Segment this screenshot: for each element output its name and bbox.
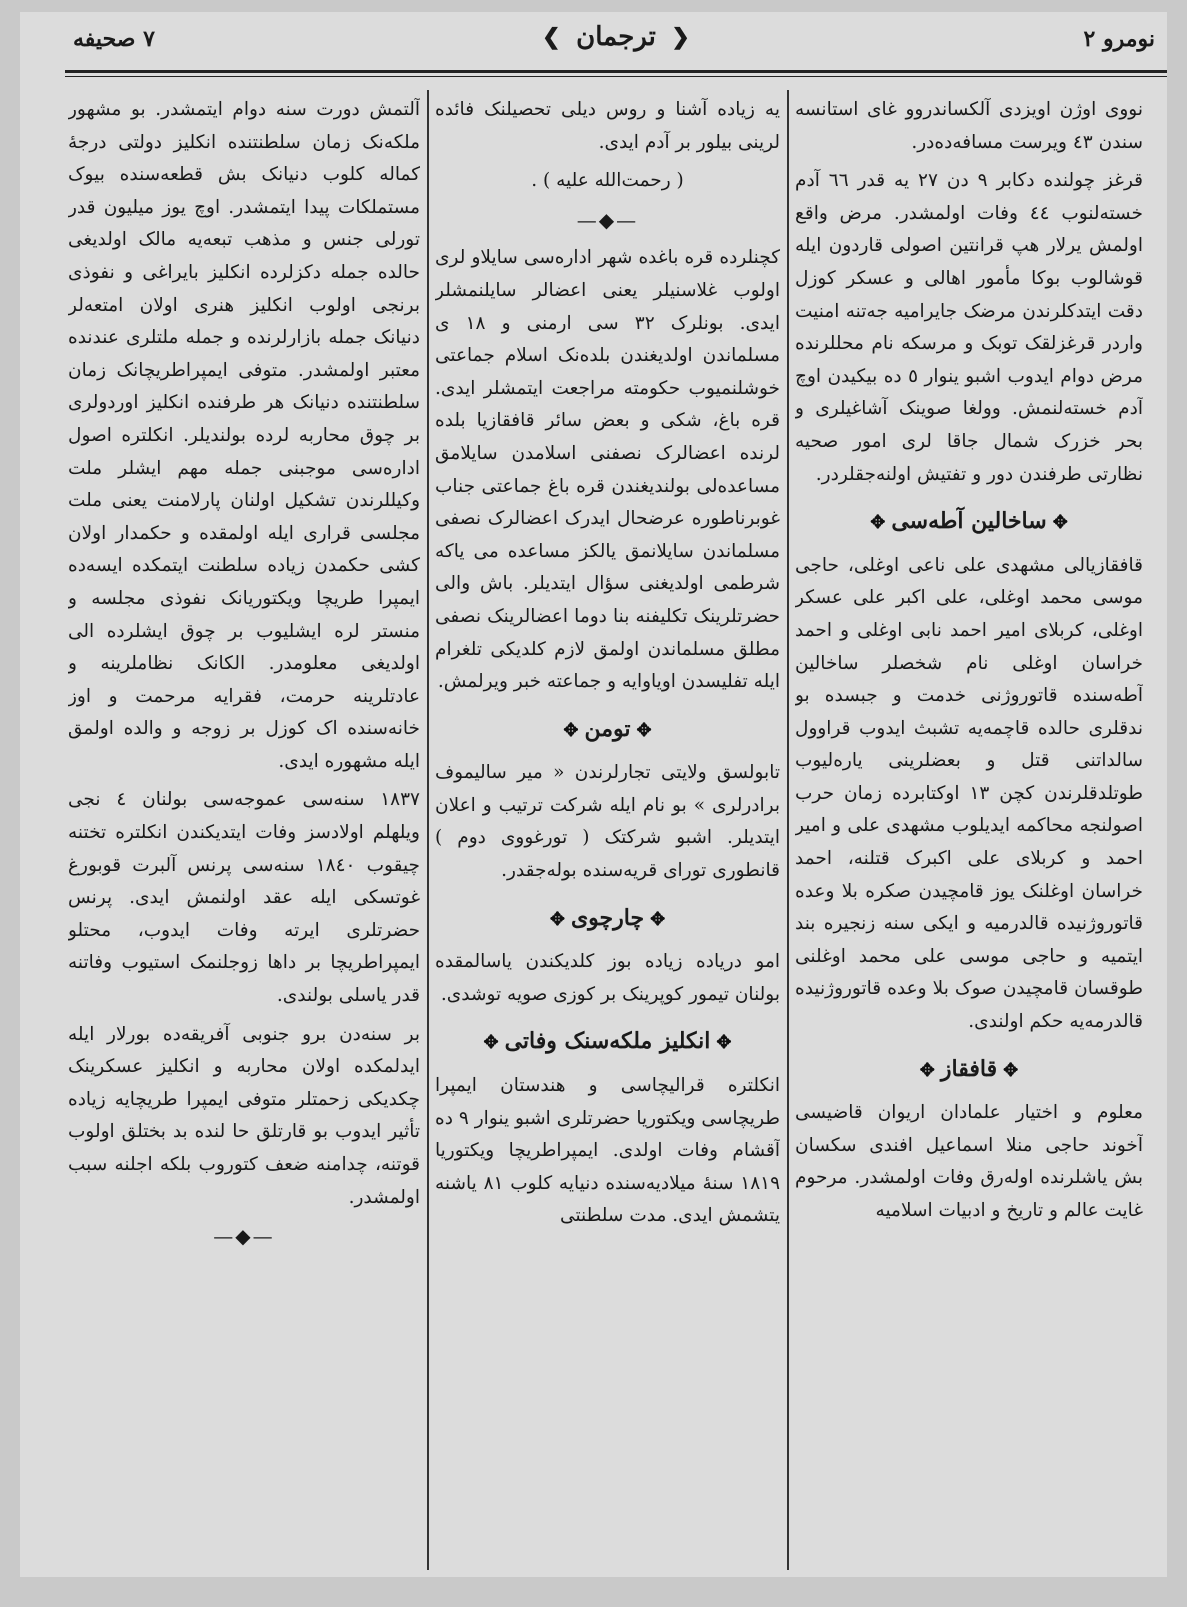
column-left [68,94,420,1564]
paragraph: قافقازیالی مشهدی علی ناعی اوغلی، حاجی موسی محمد اوغلی، علی اکبر علی عسکر اوغلی، کربلای امیر احمد نابی اوغلی و احمد خراسان اوغلی نام شخصلر ساخالین آطه‌سنده قاتوروژنی خدمت و جبسده بو ندقلری حالده قاچمه‌یه تشبث ایدوب قراوول سالداتنی قتل و بعضلرینی یاره‌لیوب طوتلدقلرندن کچن ١٣ اوکتابرده زمان حرب اصولنجه محاکمه ایدیلوب مشهدی علی و امیر احمد و کربلای علی اکبرک قتلنه، احمد خراسان اوغلنک یوز قامچیدن صکره بلا وعده قاتوروژنیده قالدرمیه و ایکی سنه زنجیره بند ایتمیه و حاجی موسی علی محمد اوغلنی طوقسان قامچیدن صوک بلا وعده قاتوروژنیده قالدرمه‌یه حکم اولندی. [795,554,1143,1033]
newspaper-title: ❮ ترجمان ❯ [542,22,690,52]
paragraph: آلتمش دورت سنه دوام ایتمشدر. بو مشهور ملکه‌نک زمان سلطنتنده انکلیز دولتی درجهٔ کماله کلوب دنیانک بش قطعه‌سنده بیوک مستملکات پیدا ایتمشدر. اوچ یوز میلیون قدر تورلی جنس و مذهب تبعه‌یه مالک اولدیغی حالده جمله دکزلرده انکلیز بایراغی و نفوذی برنجی اولوب انکلیز هنری اولان امتعه‌لر دنیانک جمله بازارلرنده و جمله ملتلری عندنده معتبر اولمشدر. متوفی ایمپراطریچانک زمان سلطنتنده دنیانک هر طرفنده انکلیز اوردولری بر چوق محاربه لرده بولندیلر. انکلتره اصول اداره‌سی موجبنی جمله مهم ایشلر ملت وکیللرندن تشکیل اولنان پارلامنت یعنی ملت مجلسی قراری ایله اولمقده و حکمدار اولان کشی حکمدن زیاده سلطنت ایتمکده ایسه‌ده ایمپرا طریچا ویکتوریانک نفوذی مجلسه و منستر لره ایشلیوب بر چوق ایشلرده الی اولدیغی معلومدر. الکانک نظاملرینه و عادتلرینه حرمت، فقرایه مرحمت و اوز خانه‌سنده اک کوزل بر زوجه و والده اولمق ایله مشهوره ایدی. [68,99,420,772]
issue-number: نومرو ٢ [1083,26,1155,52]
paragraph: معلوم و اختیار علمادان اریوان قاضیسی آخوند حاجی منلا اسماعیل افندی سکسان بش یاشلرنده اوله‌رق وفات اولمشدر. مرحوم غایت عالم و تاریخ و ادبیات اسلامیه [795,1102,1143,1221]
paragraph: قرغز چولنده دکابر ٩ دن ٢٧ یه قدر ٦٦ آدم خسته‌لنوب ٤٤ وفات اولمشدر. مرض واقع اولمش یرلار هپ قرانتین اصولی قاردون ایله قوشالوب بوکا مأمور اهالی و عسکر کوزل دقت ایتدکلرندن مرضک جایرامیه جه‌تنه امنیت واردر قرغزلقک توبک و مرسکه نام محللرنده مرض دوام ایدوب اشبو ینوار ٥ ده بیکیدن اوچ آدم خسته‌لنمش. وولغا صوینک آشاغیلری و بحر خزرک شمال جاقا لری امور صحیه نظارتی طرفندن دور و تفتیش اولنه‌جقلردر. [795,170,1143,485]
ornament-icon: ✥ [549,908,565,930]
paragraph: نووی اوژن اویزدی آلکساندروو غای استانسه سندن ٤٣ ویرست مسافه‌ده‌در. [795,99,1143,153]
ornament-icon: ✥ [1052,512,1068,534]
paragraph: تابولسق ولایتی تجارلرندن « میر سالیموف برادرلری » بو نام ایله شرکت ترتیب و اعلان ایتدیلر. اشبو شرکتک ( تورغووی دوم ) قانطوری تورای قریه‌سنده بوله‌جقدر. [435,762,780,882]
paragraph: بر سنه‌دن برو جنوبی آفریقه‌ده بورلار ایله ایدلمکده اولان محاربه و انکلیز عسکرینک چکدیکی زحمتلر متوفی ایمپرا طریچایه زیاده تأثیر ایدوب بو قارتلق حا لنده بد بختلق اولوب قوتنه، چدامنه ضعف کتوروب بلکه اجلنه سبب اولمشدر. [68,1023,420,1208]
column-middle [435,94,780,1564]
ornament-icon: ✥ [563,719,579,741]
page-number: ٧ صحيفه [73,26,155,52]
section-heading: ✥قافقاز✥ [795,1053,1143,1088]
section-divider: —◆— [576,207,639,232]
section-heading: ✥انکلیز ملکه‌سنک وفاتی✥ [435,1025,780,1060]
section-heading: ✥ساخالین آطه‌سی✥ [795,505,1143,540]
page-header [65,22,1167,82]
ornament-icon: ✥ [650,908,666,930]
paragraph: کچنلرده قره باغده شهر ادارەسی سایلاو لری اولوب غلاسنیلر یعنی اعضالر سایلنمشلر ایدی. بونلرک ٣٢ سی ارمنی و ١٨ ی مسلماندن اولدیغندن بلده‌نک اسلام جماعتی خوشلنمیوب حکومته مراجعت ایتمشلر ایدی. قره باغ، شکی و بعض سائر قافقازیا بلده لرنده اعضالرک نصفنی اسلامدن سایلامق مساعده‌لی بولندیغندن قره باغ جماعتی جناب غوبرناطوره عرضحال ایدرک اعضالرک نصفی مسلماندن سایلانمق یالکز مساعده می یاکه شرطمی اولدیغنی سؤال ایتدیلر. باش والی حضرتلرینک تکلیفنه بنا دوما اعضالرینک نصفی مطلق مسلماندن اولمق لازم کلدیکی تلغرام ایله تفلیسدن اویاوایه و جماعته خبر ویرلمش. [435,247,780,693]
paragraph: انکلتره قرالیچاسی و هندستان ایمپرا طریچاسی ویکتوریا حضرتلری اشبو ینوار ٩ ده آقشام وفات اولدی. ایمپراطریچا ویکتوریا ١٨١٩ سنهٔ میلادیه‌سنده دنیایه کلوب ٨١ یاشنه یتشمش ایدی. مدت سلطنتی [435,1075,780,1227]
ornament-icon: ✥ [483,1032,499,1054]
column-right [795,94,1143,1564]
paragraph: ( رحمت‌الله علیه ) . [531,170,684,192]
ornament-icon: ✥ [716,1032,732,1054]
paragraph: امو دریاده زیاده بوز کلدیکندن یاسالمقده بولنان تیمور کوپرینک بر کوزی صویه توشدی. [435,951,780,1005]
header-rule-thin [65,76,1167,77]
column-divider-right [787,90,789,1570]
ornament-icon: ✥ [870,512,886,534]
section-heading: ✥تومن✥ [435,713,780,748]
header-rule [65,70,1167,73]
ornament-icon: ✥ [919,1059,935,1081]
ornament-icon: ✥ [636,719,652,741]
column-divider-left [427,90,429,1570]
ornament-icon: ✥ [1003,1059,1019,1081]
section-heading: ✥چارچوی✥ [435,902,780,937]
section-divider: —◆— [213,1224,275,1249]
paragraph: ١٨٣٧ سنه‌سی عموجه‌سی بولنان ٤ نجی ویلهلم اولادسز وفات ایتدیکندن انکلتره تختنه چیقوب ١٨٤٠ سنه‌سی پرنس آلبرت قوبورغ غوتسکی ایله عقد اولنمش ایدی. پرنس حضرتلری ایرته وفات ایدوب، محتلو ایمپراطریچا بر داها زوجلنمک استیوب وفاتنه قدر یاسلی بولندی. [68,789,420,1007]
paragraph: یه زیاده آشنا و روس دیلی تحصیلنک فائده لرینی بیلور بر آدم ایدی. [435,99,780,153]
newspaper-page [20,12,1167,1577]
